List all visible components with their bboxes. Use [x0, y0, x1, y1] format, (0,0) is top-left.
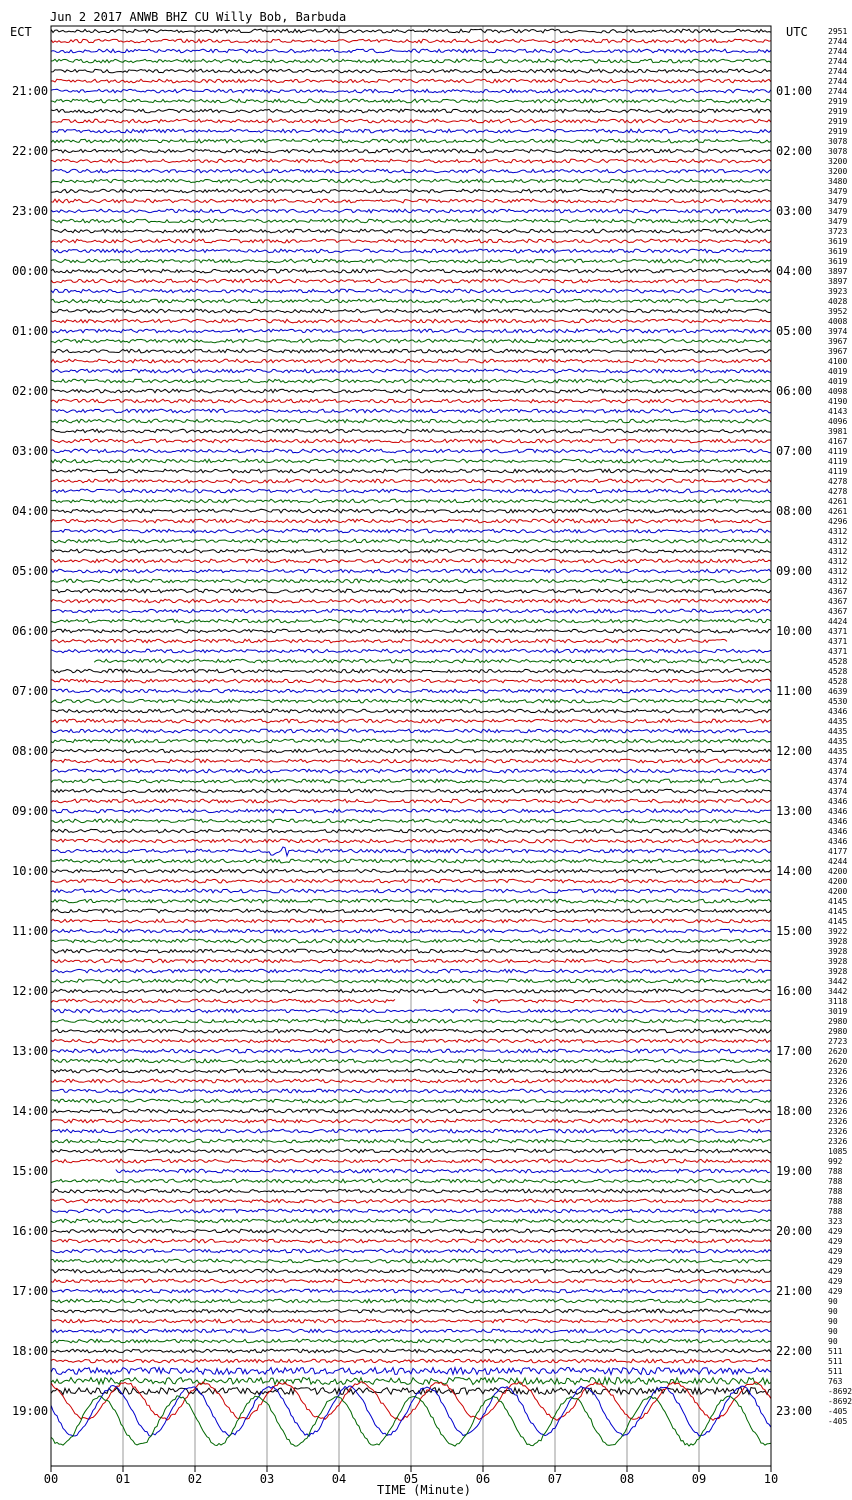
- trace-scale-label: 788: [828, 1207, 843, 1216]
- trace-scale-label: 3922: [828, 927, 848, 936]
- left-hour-labels: [12, 84, 48, 1418]
- trace-scale-label: 3619: [828, 257, 848, 266]
- trace-scale-label: 4145: [828, 917, 848, 926]
- right-hour-label: 15:00: [776, 924, 813, 938]
- trace-scale-label: 3928: [828, 937, 848, 946]
- trace-scale-label: 323: [828, 1217, 843, 1226]
- trace-scale-label: 4346: [828, 837, 848, 846]
- trace-scale-label: 4367: [828, 587, 848, 596]
- trace-scale-label: 4346: [828, 707, 848, 716]
- left-hour-label: 23:00: [12, 204, 49, 218]
- trace-scale-label: 4374: [828, 757, 848, 766]
- trace-scale-label: 2744: [828, 87, 848, 96]
- trace-scale-label: 4200: [828, 867, 848, 876]
- trace-scale-label: 3078: [828, 147, 848, 156]
- trace-scale-label: 4639: [828, 687, 848, 696]
- trace-scale-label: 4371: [828, 647, 848, 656]
- trace-scale-label: 2326: [828, 1117, 848, 1126]
- trace-scale-label: 788: [828, 1177, 843, 1186]
- right-hour-label: 04:00: [776, 264, 813, 278]
- trace-scale-label: 4296: [828, 517, 848, 526]
- trace-scale-label: 4261: [828, 497, 848, 506]
- trace-scale-label: 4346: [828, 817, 848, 826]
- right-axis-label: UTC: [786, 25, 808, 39]
- trace-scale-label: 3442: [828, 987, 848, 996]
- trace-scale-label: 3723: [828, 227, 848, 236]
- trace-scale-label: 4200: [828, 887, 848, 896]
- trace-scale-label: 90: [828, 1317, 838, 1326]
- x-tick-label: 07: [547, 1472, 563, 1486]
- trace-scale-label: 2326: [828, 1097, 848, 1106]
- left-hour-label: 07:00: [12, 684, 49, 698]
- trace-scale-label: 2744: [828, 37, 848, 46]
- right-hour-label: 11:00: [776, 684, 813, 698]
- trace-scale-label: 3200: [828, 157, 848, 166]
- trace-scale-label: 3967: [828, 337, 848, 346]
- trace-row: [94, 659, 770, 663]
- trace-scale-label: 1085: [828, 1147, 848, 1156]
- trace-scale-label: 4435: [828, 737, 848, 746]
- left-hour-label: 17:00: [12, 1284, 49, 1298]
- trace-scale-label: 763: [828, 1377, 843, 1386]
- trace-scale-label: 4167: [828, 437, 848, 446]
- trace-scale-label: 3479: [828, 197, 848, 206]
- trace-scale-label: 429: [828, 1257, 843, 1266]
- trace-scale-label: 2744: [828, 77, 848, 86]
- right-hour-label: 18:00: [776, 1104, 813, 1118]
- right-hour-label: 16:00: [776, 984, 813, 998]
- left-hour-label: 06:00: [12, 624, 49, 638]
- trace-scale-label: 4371: [828, 627, 848, 636]
- trace-scale-label: 2326: [828, 1087, 848, 1096]
- trace-scale-label: 511: [828, 1347, 843, 1356]
- left-hour-label: 11:00: [12, 924, 49, 938]
- trace-scale-label: 4371: [828, 637, 848, 646]
- trace-scale-label: 4435: [828, 717, 848, 726]
- right-hour-label: 07:00: [776, 444, 813, 458]
- left-hour-label: 02:00: [12, 384, 49, 398]
- trace-scale-label: 2980: [828, 1027, 848, 1036]
- right-hour-label: 02:00: [776, 144, 813, 158]
- right-hour-label: 21:00: [776, 1284, 813, 1298]
- left-hour-label: 13:00: [12, 1044, 49, 1058]
- trace-scale-label: 4261: [828, 507, 848, 516]
- left-hour-label: 09:00: [12, 804, 49, 818]
- x-tick-label: 01: [115, 1472, 131, 1486]
- trace-scale-label: 3479: [828, 217, 848, 226]
- trace-scale-label: 429: [828, 1287, 843, 1296]
- trace-scale-label: 3619: [828, 247, 848, 256]
- trace-scale-label: 4312: [828, 577, 848, 586]
- trace-scale-label: 2919: [828, 97, 848, 106]
- trace-scale-label: 4346: [828, 797, 848, 806]
- trace-scale-label: 3928: [828, 967, 848, 976]
- trace-scale-label: 3480: [828, 177, 848, 186]
- trace-scale-label: 2951: [828, 27, 848, 36]
- trace-scale-label: 2919: [828, 107, 848, 116]
- trace-scale-label: 4367: [828, 607, 848, 616]
- left-hour-label: 05:00: [12, 564, 49, 578]
- left-hour-label: 16:00: [12, 1224, 49, 1238]
- right-hour-label: 06:00: [776, 384, 813, 398]
- left-hour-label: 21:00: [12, 84, 49, 98]
- trace-scale-label: 4312: [828, 547, 848, 556]
- trace-row: [116, 1169, 770, 1173]
- right-hour-label: 14:00: [776, 864, 813, 878]
- trace-scale-label: 4190: [828, 397, 848, 406]
- trace-scale-label: 4374: [828, 767, 848, 776]
- trace-scale-label: 4100: [828, 357, 848, 366]
- trace-scale-label: 2326: [828, 1107, 848, 1116]
- trace-scale-label: 2723: [828, 1037, 848, 1046]
- trace-scale-label: 2919: [828, 117, 848, 126]
- right-hour-label: 17:00: [776, 1044, 813, 1058]
- x-tick-label: 09: [691, 1472, 707, 1486]
- left-hour-label: 12:00: [12, 984, 49, 998]
- right-hour-label: 22:00: [776, 1344, 813, 1358]
- trace-scale-label: 788: [828, 1197, 843, 1206]
- right-hour-label: 09:00: [776, 564, 813, 578]
- right-hour-label: 20:00: [776, 1224, 813, 1238]
- left-hour-label: 14:00: [12, 1104, 49, 1118]
- trace-scale-label: 3923: [828, 287, 848, 296]
- trace-scale-label: 4143: [828, 407, 848, 416]
- trace-scale-label: 3200: [828, 167, 848, 176]
- trace-scale-label: 4119: [828, 457, 848, 466]
- trace-scale-label: 429: [828, 1227, 843, 1236]
- trace-scale-label: 4374: [828, 787, 848, 796]
- left-hour-label: 18:00: [12, 1344, 49, 1358]
- trace-scale-label: 992: [828, 1157, 843, 1166]
- trace-scale-label: 4346: [828, 807, 848, 816]
- trace-scale-label: 429: [828, 1237, 843, 1246]
- right-hour-label: 12:00: [776, 744, 813, 758]
- trace-scale-label: -8692: [828, 1397, 852, 1406]
- trace-scale-label: 788: [828, 1187, 843, 1196]
- left-axis-label: ECT: [10, 25, 32, 39]
- trace-scale-label: 4346: [828, 827, 848, 836]
- trace-scale-label: 429: [828, 1277, 843, 1286]
- trace-scale-label: 4312: [828, 557, 848, 566]
- trace-scale-label: 2326: [828, 1067, 848, 1076]
- trace-scale-label: 4528: [828, 657, 848, 666]
- left-hour-label: 10:00: [12, 864, 49, 878]
- x-tick-label: 05: [403, 1472, 419, 1486]
- trace-scale-label: 4096: [828, 417, 848, 426]
- left-hour-label: 22:00: [12, 144, 49, 158]
- trace-scale-label: 4145: [828, 907, 848, 916]
- trace-scale-label: 4278: [828, 477, 848, 486]
- x-axis-label: TIME (Minute): [377, 1483, 471, 1497]
- trace-scale-label: -8692: [828, 1387, 852, 1396]
- trace-scale-label: 90: [828, 1307, 838, 1316]
- trace-scale-label: 2326: [828, 1137, 848, 1146]
- right-hour-label: 13:00: [776, 804, 813, 818]
- trace-scale-labels: [828, 27, 852, 1426]
- trace-scale-label: 788: [828, 1167, 843, 1176]
- trace-scale-label: 4019: [828, 367, 848, 376]
- trace-scale-label: 3974: [828, 327, 848, 336]
- trace-scale-label: 2620: [828, 1057, 848, 1066]
- right-hour-labels: [776, 84, 812, 1418]
- trace-scale-label: 4019: [828, 377, 848, 386]
- trace-scale-label: 2744: [828, 57, 848, 66]
- right-hour-label: 01:00: [776, 84, 813, 98]
- right-hour-label: 19:00: [776, 1164, 813, 1178]
- x-tick-label: 08: [619, 1472, 635, 1486]
- right-hour-label: 10:00: [776, 624, 813, 638]
- trace-scale-label: 90: [828, 1337, 838, 1346]
- left-hour-label: 15:00: [12, 1164, 49, 1178]
- trace-scale-label: 4435: [828, 727, 848, 736]
- trace-scale-label: -405: [828, 1417, 848, 1426]
- chart-title: Jun 2 2017 ANWB BHZ CU Willy Bob, Barbuda: [50, 10, 347, 24]
- right-hour-label: 03:00: [776, 204, 813, 218]
- trace-scale-label: 4528: [828, 677, 848, 686]
- trace-scale-label: 511: [828, 1357, 843, 1366]
- trace-scale-label: 4312: [828, 567, 848, 576]
- trace-scale-label: 4278: [828, 487, 848, 496]
- trace-scale-label: 90: [828, 1297, 838, 1306]
- left-hour-label: 08:00: [12, 744, 49, 758]
- trace-scale-label: 4119: [828, 447, 848, 456]
- trace-scale-label: 3479: [828, 187, 848, 196]
- left-hour-label: 03:00: [12, 444, 49, 458]
- trace-scale-label: 90: [828, 1327, 838, 1336]
- trace-scale-label: 4028: [828, 297, 848, 306]
- right-hour-label: 08:00: [776, 504, 813, 518]
- trace-scale-label: 4008: [828, 317, 848, 326]
- trace-scale-label: 3952: [828, 307, 848, 316]
- trace-scale-label: 429: [828, 1247, 843, 1256]
- trace-scale-label: 2620: [828, 1047, 848, 1056]
- trace-scale-label: 4145: [828, 897, 848, 906]
- trace-scale-label: 3619: [828, 237, 848, 246]
- trace-scale-label: 3897: [828, 267, 848, 276]
- left-hour-label: 04:00: [12, 504, 49, 518]
- trace-scale-label: -405: [828, 1407, 848, 1416]
- x-tick-label: 00: [43, 1472, 59, 1486]
- trace-scale-label: 3479: [828, 207, 848, 216]
- trace-scale-label: 4374: [828, 777, 848, 786]
- trace-scale-label: 4098: [828, 387, 848, 396]
- trace-scale-label: 2326: [828, 1127, 848, 1136]
- right-hour-label: 05:00: [776, 324, 813, 338]
- x-tick-label: 02: [187, 1472, 203, 1486]
- x-tick-label: 10: [763, 1472, 779, 1486]
- trace-scale-label: 2744: [828, 47, 848, 56]
- trace-scale-label: 4424: [828, 617, 848, 626]
- trace-scale-label: 511: [828, 1367, 843, 1376]
- trace-scale-label: 429: [828, 1267, 843, 1276]
- trace-scale-label: 4119: [828, 467, 848, 476]
- left-hour-label: 01:00: [12, 324, 49, 338]
- trace-scale-label: 3981: [828, 427, 848, 436]
- trace-row: [51, 639, 727, 643]
- trace-scale-label: 3019: [828, 1007, 848, 1016]
- trace-scale-label: 4200: [828, 877, 848, 886]
- trace-scale-label: 4367: [828, 597, 848, 606]
- trace-scale-label: 2919: [828, 127, 848, 136]
- trace-scale-label: 4528: [828, 667, 848, 676]
- trace-scale-label: 4312: [828, 537, 848, 546]
- trace-scale-label: 3928: [828, 947, 848, 956]
- trace-scale-label: 3967: [828, 347, 848, 356]
- x-tick-label: 03: [259, 1472, 275, 1486]
- left-hour-label: 00:00: [12, 264, 49, 278]
- trace-scale-label: 2326: [828, 1077, 848, 1086]
- trace-scale-label: 2744: [828, 67, 848, 76]
- trace-scale-label: 2980: [828, 1017, 848, 1026]
- trace-scale-label: 3118: [828, 997, 848, 1006]
- left-hour-label: 19:00: [12, 1404, 49, 1418]
- trace-scale-label: 3928: [828, 957, 848, 966]
- right-hour-label: 23:00: [776, 1404, 813, 1418]
- trace-scale-label: 3078: [828, 137, 848, 146]
- trace-scale-label: 4530: [828, 697, 848, 706]
- x-tick-label: 06: [475, 1472, 491, 1486]
- trace-scale-label: 4435: [828, 747, 848, 756]
- trace-scale-label: 3442: [828, 977, 848, 986]
- trace-scale-label: 4177: [828, 847, 848, 856]
- x-tick-label: 04: [331, 1472, 347, 1486]
- trace-scale-label: 4312: [828, 527, 848, 536]
- trace-scale-label: 4244: [828, 857, 848, 866]
- trace-scale-label: 3897: [828, 277, 848, 286]
